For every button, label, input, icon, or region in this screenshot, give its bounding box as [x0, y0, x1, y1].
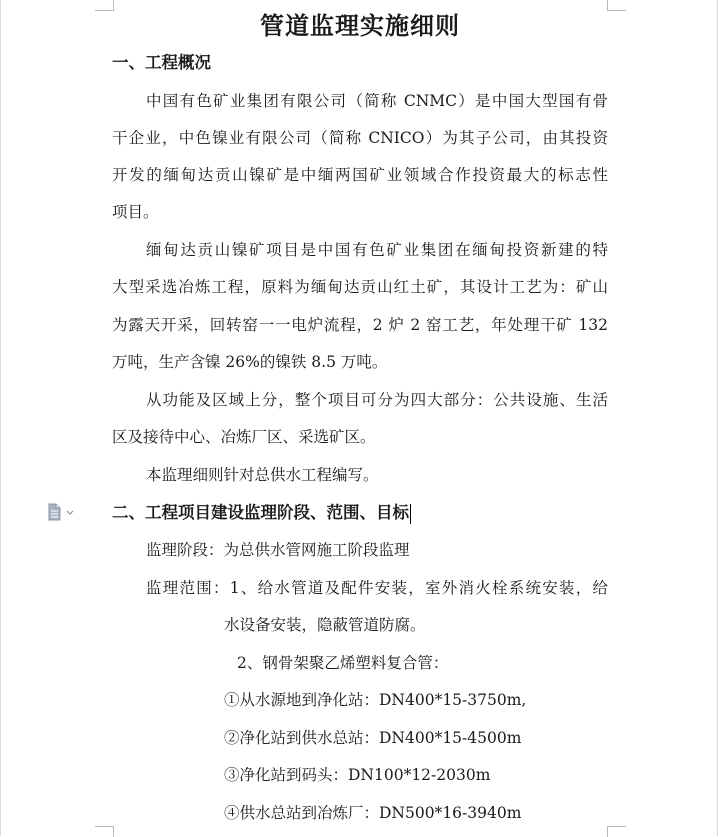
list-item[interactable]: ④供水总站到冶炼厂：DN500*16-3940m — [224, 804, 522, 822]
list-item[interactable]: ①从水源地到净化站：DN400*15-3750m, — [224, 691, 527, 709]
paragraph-line[interactable]: 干企业，中色镍业有限公司（简称 CNICO）为其子公司，由其投资 — [112, 129, 608, 147]
list-item[interactable]: ③净化站到码头：DN100*12-2030m — [224, 766, 491, 784]
list-item[interactable]: ②净化站到供水总站：DN400*15-4500m — [224, 729, 522, 747]
paragraph-line[interactable]: 开发的缅甸达贡山镍矿是中缅两国矿业领域合作投资最大的标志性 — [112, 166, 608, 184]
page-corner-mark — [607, 826, 626, 837]
document-title[interactable]: 管道监理实施细则 — [260, 11, 460, 40]
paragraph-line[interactable]: 水设备安装，隐蔽管道防腐。 — [224, 616, 426, 634]
paragraph-line[interactable]: 从功能及区域上分，整个项目可分为四大部分：公共设施、生活 — [146, 391, 608, 409]
paragraph-line[interactable]: 缅甸达贡山镍矿项目是中国有色矿业集团在缅甸投资新建的特 — [146, 241, 608, 259]
paragraph-line[interactable]: 监理范围：1、给水管道及配件安装，室外消火栓系统安装，给 — [146, 579, 608, 597]
paragraph-line[interactable]: 本监理细则针对总供水工程编写。 — [146, 466, 379, 484]
paragraph-line[interactable]: 项目。 — [112, 203, 159, 221]
paragraph-line[interactable]: 为露天开采，回转窑一一电炉流程，2 炉 2 窑工艺，年处理干矿 132 — [112, 316, 608, 334]
paragraph-line[interactable]: 区及接待中心、冶炼厂区、采选矿区。 — [112, 428, 376, 446]
paragraph-options-handle[interactable] — [47, 503, 77, 521]
section2-heading-text: 二、工程项目建设监理阶段、范围、目标 — [112, 503, 409, 522]
section1-heading[interactable]: 一、工程概况 — [112, 53, 211, 72]
paragraph-line[interactable]: 2、钢骨架聚乙烯塑料复合管： — [237, 654, 449, 672]
paragraph-line[interactable]: 中国有色矿业集团有限公司（简称 CNMC）是中国大型国有骨 — [146, 92, 608, 110]
paragraph-line[interactable]: 监理阶段：为总供水管网施工阶段监理 — [146, 541, 410, 559]
chevron-down-icon — [66, 510, 74, 516]
paragraph-line[interactable]: 万吨，生产含镍 26%的镍铁 8.5 万吨。 — [112, 353, 388, 371]
paragraph-line[interactable]: 大型采选冶炼工程，原料为缅甸达贡山红土矿，其设计工艺为：矿山 — [112, 278, 608, 296]
section2-heading[interactable] — [112, 501, 411, 525]
text-cursor — [410, 504, 411, 524]
page-corner-mark — [95, 826, 114, 837]
